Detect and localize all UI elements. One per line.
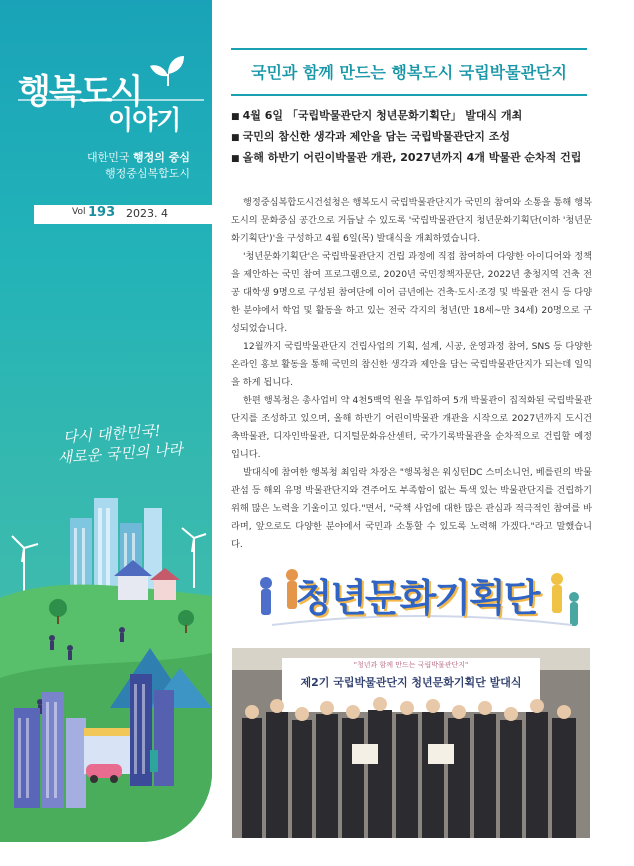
body-paragraph: 행정중심복합도시건설청은 행복도시 국립박물관단지가 국민의 참여와 소통을 통해 행복도시의 문화중심 공간으로 거듭날 수 있도록 '국립박물관단지 청년문화기획단(이하 '청년문화기획단')'을 구성하고 4월 6일(목) 발대식을 개최하였습니다. xyxy=(231,197,592,244)
city-illustration xyxy=(0,478,212,842)
ceremony-photo xyxy=(232,648,590,838)
slogan xyxy=(29,418,196,469)
summary-bullet: ■ 4월 6일 「국립박물관단지 청년문화기획단」 발대식 개최 xyxy=(231,106,621,127)
banner-title: 청년문화기획단 xyxy=(295,576,539,620)
tagline-prefix: 대한민국 xyxy=(87,151,134,164)
cover-sidebar xyxy=(0,0,212,842)
tagline xyxy=(87,150,190,182)
summary-bullet: ■ 국민의 참신한 생각과 제안을 담는 국립박물관단지 조성 xyxy=(231,127,621,148)
article-body xyxy=(231,194,592,554)
body-paragraph: 한편 행복청은 총사업비 약 4천5백억 원을 투입하여 5개 박물관이 집적화된 국립박물관단지를 조성하고 있으며, 올해 하반기 어린이박물관 개관을 시작으로 2027년까지 도시건축박물관, 디자인박물관, 디지털문화유산센터, 국가기록박물관을 순차적으로 건립할 예정입니다. xyxy=(231,395,592,460)
logo-subtitle: 이야기 xyxy=(108,106,181,136)
vol-number: 193 xyxy=(88,205,116,220)
summary-bullets xyxy=(231,106,621,169)
tagline-bold: 행정의 중심 xyxy=(133,151,190,164)
issue-date: 2023. 4 xyxy=(126,207,168,220)
logo-title: 행복도시 xyxy=(18,72,142,112)
slogan-line2: 새로운 국민의 나라 xyxy=(56,440,184,467)
vol-label: Vol xyxy=(72,207,86,217)
article-title-box xyxy=(231,48,587,96)
article-title: 국민과 함께 만드는 행복도시 국립박물관단지 xyxy=(251,63,567,82)
body-paragraph: '청년문화기획단'은 국립박물관단지 건립 과정에 직접 참여하여 다양한 아이디어와 정책을 제안하는 국민 참여 프로그램으로, 2020년 국민정책자문단, 2022년 충청지역 건축 전공 대학생 9명으로 구성된 참여단에 이어 금년에는 건축·도시·조경 및 박물관 전시 등 다양한 분야에서 학업 및 활동을 하고 있는 전국 각지의 청년(만 18세~만 34세) 20명으로 구성되었습니다. xyxy=(231,251,592,334)
issue-bar xyxy=(34,205,212,224)
slogan-line1: 다시 대한민국! xyxy=(62,421,162,447)
tagline-line2: 행정중심복합도시 xyxy=(104,167,190,180)
magazine-logo xyxy=(18,56,204,136)
body-paragraph: 발대식에 참여한 행복청 최임락 차장은 "행복청은 워싱턴DC 스미소니언, 베를린의 박물관섬 등 해외 유명 박물관단지와 견주어도 부족함이 없는 특색 있는 박물관단지를 건립하기 위해 많은 노력을 기울이고 있다."면서, "국책 사업에 대한 많은 관심과 적극적인 참여를 바라며, 앞으로도 다양한 분야에서 국민과 소통할 수 있도록 노력해 가겠다."라고 말했습니다. xyxy=(231,467,592,550)
youth-committee-banner xyxy=(252,553,582,643)
summary-bullet: ■ 올해 하반기 어린이박물관 개관, 2027년까지 4개 박물관 순차적 건립 xyxy=(231,148,621,169)
photo-banner-main: 제2기 국립박물관단지 청년문화기획단 발대식 xyxy=(300,676,522,689)
body-paragraph: 12월까지 국립박물관단지 건립사업의 기획, 설계, 시공, 운영과정 참여, SNS 등 다양한 온라인 홍보 활동을 통해 국민의 참신한 생각과 제안을 담는 국립박물관단지가 되는데 일익을 하게 됩니다. xyxy=(231,341,592,388)
photo-banner-small: "청년과 함께 만드는 국립박물관단지" xyxy=(353,661,469,669)
